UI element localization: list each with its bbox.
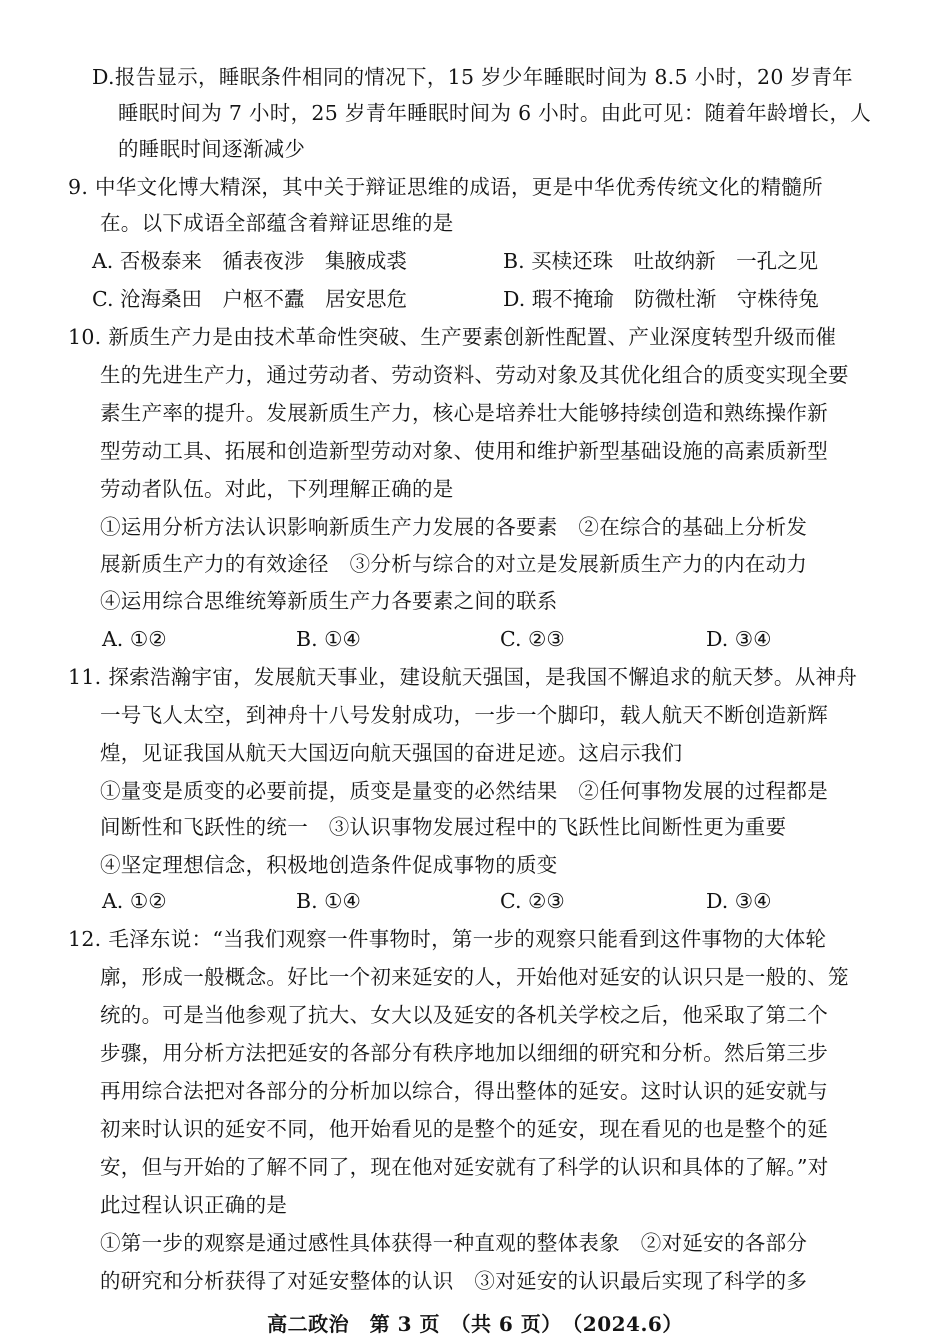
q12-stem-line2: 廓，形成一般概念。好比一个初来延安的人，开始他对延安的认识只是一般的、笼 bbox=[100, 965, 849, 989]
page-footer: 高二政治 第 3 页 （共 6 页） （2024.6） bbox=[267, 1312, 683, 1336]
q12-stem-line7: 安，但与开始的了解不同了，现在他对延安就有了科学的认识和具体的了解。”对 bbox=[100, 1155, 829, 1179]
q11-item-line3: ④坚定理想信念，积极地创造条件促成事物的质变 bbox=[100, 853, 558, 877]
q12-stem-line4: 步骤，用分析方法把延安的各部分有秩序地加以细细的研究和分析。然后第三步 bbox=[100, 1041, 828, 1065]
q10-option-b: B. ①④ bbox=[296, 627, 361, 651]
q11-option-b: B. ①④ bbox=[296, 889, 361, 913]
q12-item-line2: 的研究和分析获得了对延安整体的认识 ③对延安的认识最后实现了科学的多 bbox=[100, 1269, 808, 1293]
q9-option-b: B. 买椟还珠 吐故纳新 一孔之见 bbox=[503, 249, 819, 273]
q12-stem-line5: 再用综合法把对各部分的分析加以综合，得出整体的延安。这时认识的延安就与 bbox=[100, 1079, 828, 1103]
q11-item-line1: ①量变是质变的必要前提，质变是量变的必然结果 ②任何事物发展的过程都是 bbox=[100, 779, 828, 803]
q11-option-c: C. ②③ bbox=[500, 889, 565, 913]
q12-item-line1: ①第一步的观察是通过感性具体获得一种直观的整体表象 ②对延安的各部分 bbox=[100, 1231, 808, 1255]
q12-stem-line6: 初来时认识的延安不同，他开始看见的是整个的延安，现在看见的也是整个的延 bbox=[100, 1117, 828, 1141]
q12-stem-line8: 此过程认识正确的是 bbox=[100, 1193, 288, 1217]
q9-stem-line1: 9. 中华文化博大精深，其中关于辩证思维的成语，更是中华优秀传统文化的精髓所 bbox=[68, 175, 823, 199]
q8-option-d-line1: D.报告显示，睡眠条件相同的情况下，15 岁少年睡眠时间为 8.5 小时，20 岁青年 bbox=[92, 65, 853, 89]
q11-option-a: A. ①② bbox=[102, 889, 167, 913]
q10-stem-line4: 型劳动工具、拓展和创造新型劳动对象、使用和维护新型基础设施的高素质新型 bbox=[100, 439, 828, 463]
q8-option-d-line3: 的睡眠时间逐渐减少 bbox=[118, 137, 306, 161]
q10-item-line3: ④运用综合思维统筹新质生产力各要素之间的联系 bbox=[100, 589, 558, 613]
q10-option-d: D. ③④ bbox=[706, 627, 772, 651]
q9-option-c: C. 沧海桑田 户枢不蠹 居安思危 bbox=[92, 287, 407, 311]
q10-stem-line3: 素生产率的提升。发展新质生产力，核心是培养壮大能够持续创造和熟练操作新 bbox=[100, 401, 828, 425]
q9-option-d: D. 瑕不掩瑜 防微杜渐 守株待兔 bbox=[503, 287, 819, 311]
q9-option-a: A. 否极泰来 循表夜涉 集腋成裘 bbox=[92, 249, 407, 273]
q11-stem-line3: 煌，见证我国从航天大国迈向航天强国的奋进足迹。这启示我们 bbox=[100, 741, 683, 765]
q10-item-line1: ①运用分析方法认识影响新质生产力发展的各要素 ②在综合的基础上分析发 bbox=[100, 515, 808, 539]
q11-stem-line1: 11. 探索浩瀚宇宙，发展航天事业，建设航天强国，是我国不懈追求的航天梦。从神舟 bbox=[68, 665, 858, 689]
q10-option-a: A. ①② bbox=[102, 627, 167, 651]
q12-stem-line1: 12. 毛泽东说：“当我们观察一件事物时，第一步的观察只能看到这件事物的大体轮 bbox=[68, 927, 827, 951]
q8-option-d-line2: 睡眠时间为 7 小时，25 岁青年睡眠时间为 6 小时。由此可见：随着年龄增长，人 bbox=[118, 101, 872, 125]
q10-stem-line2: 生的先进生产力，通过劳动者、劳动资料、劳动对象及其优化组合的质变实现全要 bbox=[100, 363, 849, 387]
q10-option-c: C. ②③ bbox=[500, 627, 565, 651]
q10-stem-line1: 10. 新质生产力是由技术革命性突破、生产要素创新性配置、产业深度转型升级而催 bbox=[68, 325, 837, 349]
q11-option-d: D. ③④ bbox=[706, 889, 772, 913]
q11-item-line2: 间断性和飞跃性的统一 ③认识事物发展过程中的飞跃性比间断性更为重要 bbox=[100, 815, 787, 839]
q10-stem-line5: 劳动者队伍。对此，下列理解正确的是 bbox=[100, 477, 454, 501]
q9-stem-line2: 在。以下成语全部蕴含着辩证思维的是 bbox=[100, 211, 454, 235]
q12-stem-line3: 统的。可是当他参观了抗大、女大以及延安的各机关学校之后，他采取了第二个 bbox=[100, 1003, 828, 1027]
q10-item-line2: 展新质生产力的有效途径 ③分析与综合的对立是发展新质生产力的内在动力 bbox=[100, 552, 808, 576]
q11-stem-line2: 一号飞人太空，到神舟十八号发射成功，一步一个脚印，载人航天不断创造新辉 bbox=[100, 703, 828, 727]
